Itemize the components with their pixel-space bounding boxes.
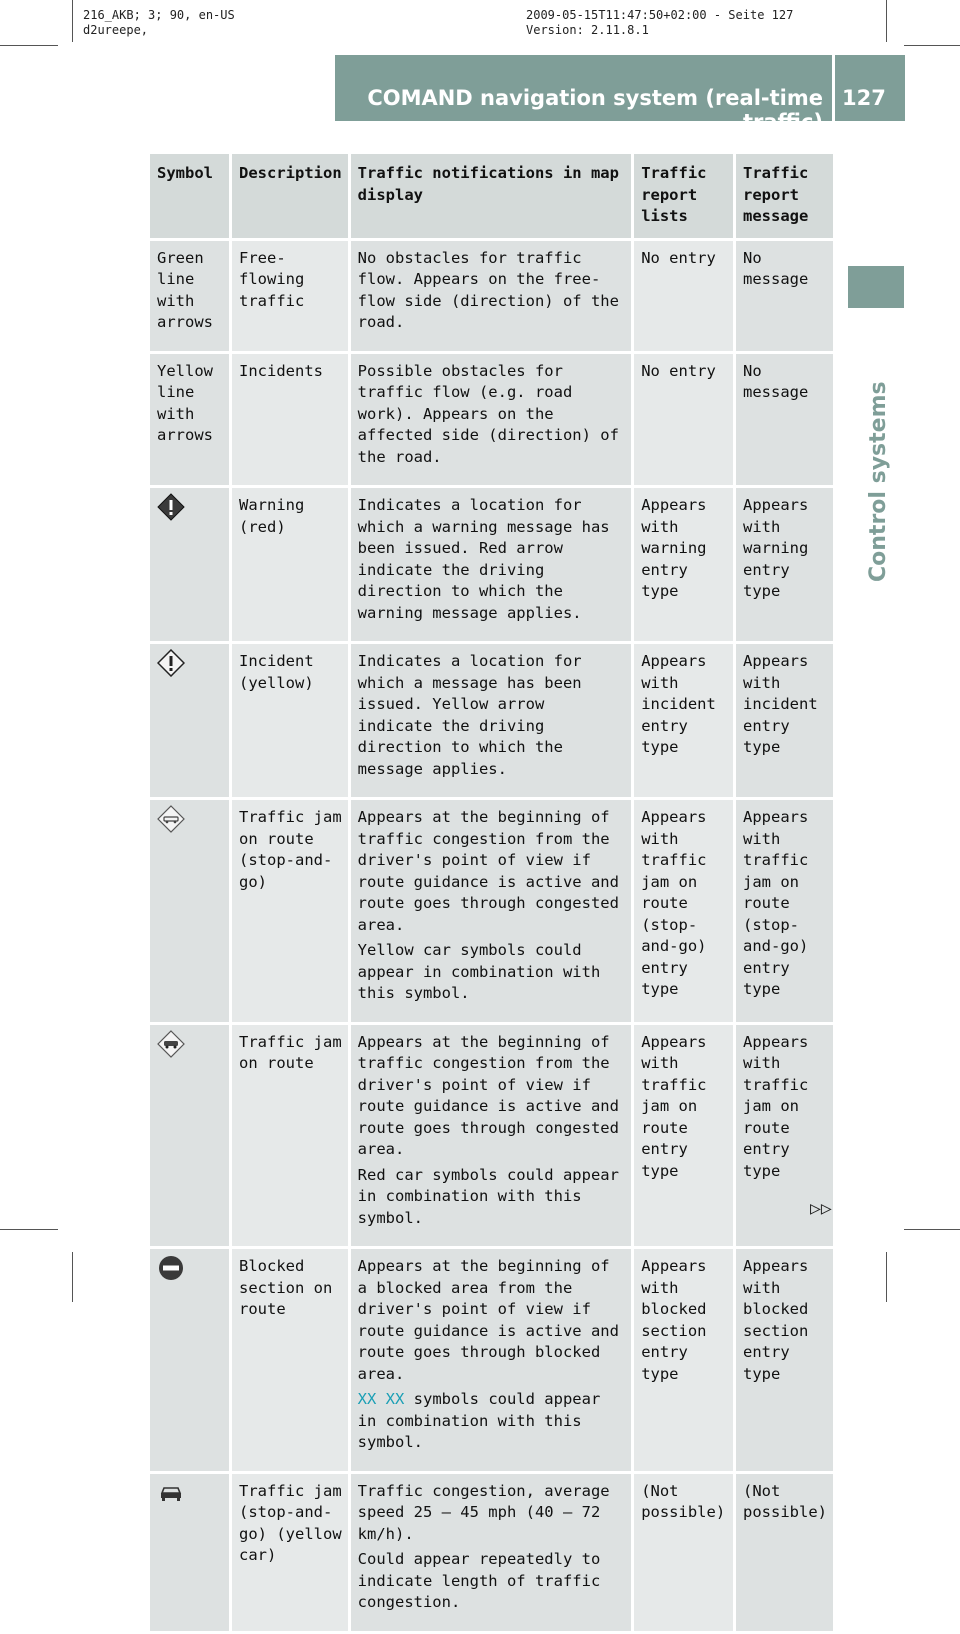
description-cell: Warning (red) [232,488,351,644]
description-cell: Traffic jam (stop-and-go) (yellow car) [232,1474,351,1634]
table-row [150,1249,833,1474]
symbol-cell: Yellow line with arrows [150,354,232,489]
map-display-cell [351,1474,635,1634]
column-header: Traffic report message [736,154,833,241]
map-display-text: Appears at the beginning of traffic congestion from the driver's point of view if route guidance is active and route goes through congested area. [357,1032,619,1158]
report-message-cell: Appears with incident entry type [736,644,833,800]
map-display-text: Appears at the beginning of a blocked area from the driver's point of view if route guidance is active and route goes through blocked area. [357,1257,619,1383]
column-header: Symbol [150,154,232,241]
crop-mark [0,1229,58,1230]
column-header: Traffic report lists [634,154,736,241]
description-cell: Blocked section on route [232,1249,351,1474]
section-label: Control systems [866,381,891,582]
report-list-cell: Appears with incident entry type [634,644,736,800]
map-display-note [358,1389,626,1454]
symbol-cell [150,1249,232,1474]
table-row [150,1474,833,1634]
symbol-cell [150,1474,232,1634]
page-number: 127 [842,86,886,110]
report-message-cell: Appears with traffic jam on route entry type [736,1025,833,1250]
map-display-cell: Possible obstacles for traffic flow (e.g. road work). Appears on the affected side (direction) of the road. [351,354,635,489]
crop-mark [904,45,960,46]
report-message-cell: Appears with blocked section entry type [736,1249,833,1474]
table-row [150,488,833,644]
report-list-cell: No entry [634,354,736,489]
table-row [150,241,833,354]
description-cell: Traffic jam on route [232,1025,351,1250]
page-title: COMAND navigation system (real-time traffic) [367,86,823,134]
print-meta-left: 216_AKB; 3; 90, en-US d2ureepe, [83,8,235,37]
report-list-cell: Appears with warning entry type [634,488,736,644]
crop-mark [72,1252,73,1302]
table-row [150,1025,833,1250]
report-list-cell: Appears with blocked section entry type [634,1249,736,1474]
traffic-jam-icon [157,1030,185,1058]
crop-mark [886,1252,887,1302]
column-header: Description [232,154,351,241]
header-divider [832,55,835,121]
map-display-note: Yellow car symbols could appear in combination with this symbol. [357,941,601,1002]
map-display-cell: Indicates a location for which a warning message has been issued. Red arrow indicate the driving direction to which the warning message applies. [351,488,635,644]
car-icon [157,1479,185,1507]
incident-diamond-icon [157,649,185,677]
section-tab [848,266,904,308]
description-cell: Traffic jam on route (stop-and-go) [232,800,351,1025]
table-row [150,800,833,1025]
report-message-cell: No message [736,354,833,489]
map-display-text: Appears at the beginning of traffic congestion from the driver's point of view if route guidance is active and route goes through congested area. [357,808,619,934]
table-row [150,644,833,800]
traffic-jam-stop-go-icon [157,805,185,833]
crop-mark [72,0,73,42]
symbol-cell [150,644,232,800]
description-cell: Incidents [232,354,351,489]
map-display-cell [351,1249,635,1474]
report-list-cell: No entry [634,241,736,354]
blocked-road-icon [157,1254,185,1282]
symbol-cell [150,1025,232,1250]
report-message-cell: Appears with warning entry type [736,488,833,644]
report-message-cell: (Not possible) [736,1474,833,1634]
crop-mark [886,0,887,42]
report-list-cell: Appears with traffic jam on route (stop-and-go) entry type [634,800,736,1025]
traffic-symbol-table [150,154,833,1634]
map-display-note-text: symbols could appear in combination with this symbol. [357,1390,601,1451]
map-display-cell: Indicates a location for which a message has been issued. Yellow arrow indicate the driving direction to which the message applies. [351,644,635,800]
map-display-note: Could appear repeatedly to indicate length of traffic congestion. [357,1550,601,1611]
map-display-note: Red car symbols could appear in combination with this symbol. [357,1165,619,1227]
map-display-text: Traffic congestion, average speed 25 – 45 mph (40 – 72 km/h). [357,1481,610,1543]
symbol-cell [150,488,232,644]
map-display-cell [351,1025,635,1250]
table-header-row [150,154,833,241]
table-row [150,354,833,489]
crop-mark [904,1229,960,1230]
map-display-cell: No obstacles for traffic flow. Appears on the free-flow side (direction) of the road. [351,241,635,354]
report-message-cell: No message [736,241,833,354]
continue-marker: ▷▷ [810,1198,832,1219]
print-meta-right: 2009-05-15T11:47:50+02:00 - Seite 127 Version: 2.11.8.1 [526,8,794,37]
report-list-cell: (Not possible) [634,1474,736,1634]
description-cell: Free-flowing traffic [232,241,351,354]
description-cell: Incident (yellow) [232,644,351,800]
symbol-reference: XX XX [357,1390,405,1408]
report-list-cell: Appears with traffic jam on route entry type [634,1025,736,1250]
warning-diamond-icon [157,493,185,521]
symbol-cell: Green line with arrows [150,241,232,354]
crop-mark [0,45,58,46]
report-message-cell: Appears with traffic jam on route (stop-and-go) entry type [736,800,833,1025]
symbol-cell [150,800,232,1025]
column-header: Traffic notifications in map display [351,154,635,241]
map-display-cell [351,800,635,1025]
